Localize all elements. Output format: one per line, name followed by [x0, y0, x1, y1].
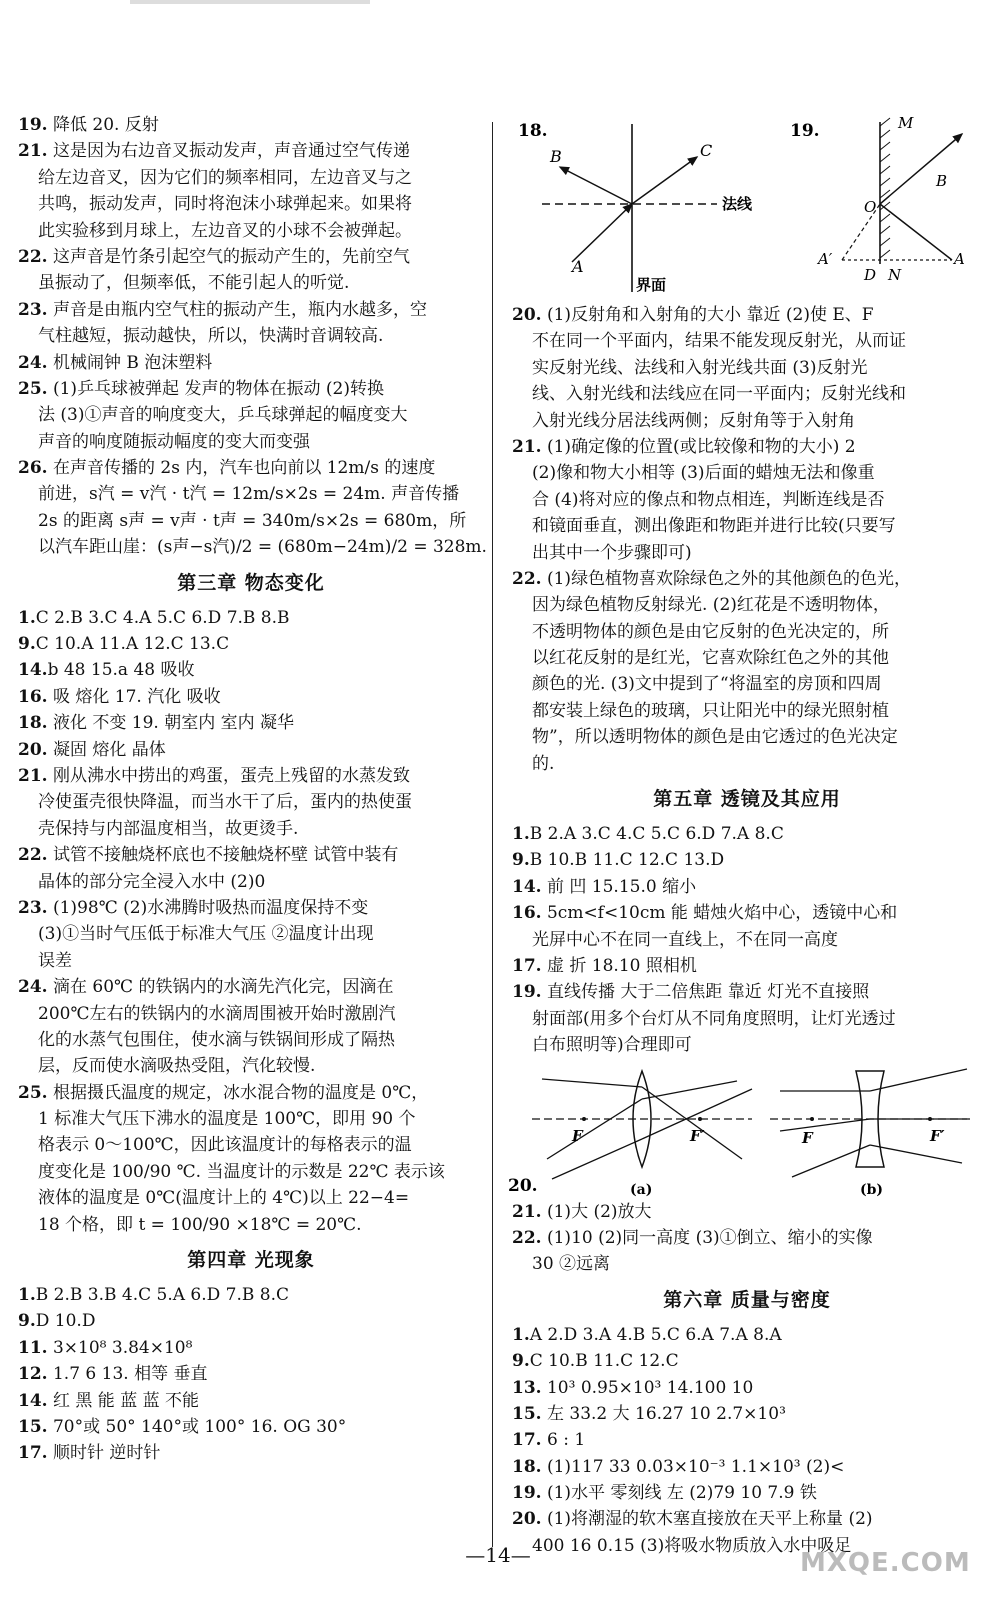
answer-line: 200℃左右的铁锅内的水滴周围被开始时激剧汽: [38, 1003, 396, 1024]
answer-line: 物”，所以透明物体的颜色是由它透过的色光决定: [532, 727, 898, 748]
question-number: 14.: [512, 876, 542, 897]
answer-text: B 2.A 3.C 4.C 5.C 6.D 7.A 8.C: [529, 824, 784, 845]
answer-line: [18, 1414, 484, 1440]
answer-text: 声音是由瓶内空气柱的振动产生，瓶内水越多，空: [47, 299, 427, 320]
question-number: 14.: [18, 1390, 48, 1411]
answer-line: [18, 376, 484, 402]
label-b2: B: [936, 172, 948, 190]
answer-line: 1 标准大气压下沸水的温度是 100℃，即用 90 个: [38, 1109, 416, 1130]
label-b-fig: (b): [860, 1181, 884, 1198]
answer-text: (1)绿色植物喜欢除绿色之外的其他颜色的色光，: [541, 568, 912, 589]
answer-line: 以汽车距山崖：(s声−s汽)/2 = (680m−24m)/2 = 328m.: [38, 537, 487, 558]
answer-text: B 2.B 3.B 4.C 5.A 6.D 7.B 8.C: [35, 1285, 290, 1306]
question-number: 25.: [18, 378, 48, 399]
answer-text: 10³ 0.95×10³ 14.100 10: [541, 1377, 754, 1398]
question-number: 19.: [512, 982, 542, 1003]
answer-line: [18, 1388, 484, 1414]
answer-line: [18, 763, 484, 789]
answer-line: 出其中一个步骤即可): [532, 542, 692, 563]
answer-text: 顺时针 逆时针: [47, 1443, 161, 1464]
question-number: 20.: [512, 305, 542, 325]
label-a2: A: [954, 250, 965, 268]
answer-line: [512, 1506, 982, 1532]
answer-line: [18, 737, 484, 763]
answer-line: 冷使蛋壳很快降温，而当水干了后，蛋内的热使蛋: [38, 792, 412, 813]
label-f-a: F: [572, 1126, 583, 1145]
figure-lenses: [508, 1059, 982, 1199]
answer-text: 机械闹钟 B 泡沫塑料: [47, 352, 213, 373]
answer-line: [18, 1440, 484, 1466]
answer-line: 不在同一个平面内，结果不能发现反射光，从而证: [532, 331, 906, 352]
answer-line: 虽振动了，但频率低，不能引起人的听觉.: [38, 273, 350, 294]
right-column: [508, 112, 982, 1559]
answer-text: 这是因为右边音叉振动发声，声音通过空气传递: [47, 141, 410, 162]
answer-line: 2s 的距离 s声 = v声 · t声 = 340m/s×2s = 680m，所: [38, 510, 467, 531]
answer-text: 6 : 1: [541, 1430, 586, 1451]
answer-line: 实反射光线、法线和入射光线共面 (3)反射光: [532, 357, 868, 378]
left-column: [18, 112, 487, 1467]
chapter-heading: 第三章 物态变化: [177, 571, 325, 594]
question-number: 1.: [18, 607, 36, 628]
label-m: M: [898, 114, 914, 132]
answer-line: [512, 302, 982, 328]
answer-line: 白布照明等)合理即可: [532, 1035, 692, 1056]
incident-ray: [880, 204, 952, 260]
answer-text: b 48 15.a 48 吸收: [47, 660, 195, 681]
answer-line: 晶体的部分完全浸入水中 (2)0: [38, 871, 266, 892]
answer-line: [18, 350, 484, 376]
answer-text: 在声音传播的 2s 内，汽车也向前以 12m/s 的速度: [47, 458, 436, 479]
chapter-heading: 第五章 透镜及其应用: [653, 788, 841, 811]
answer-text: 直线传播 大于二倍焦距 靠近 灯光不直接照: [541, 982, 870, 1003]
answer-text: 红 黑 能 蓝 蓝 不能: [47, 1390, 200, 1411]
question-number: 22.: [18, 246, 48, 267]
question-number: 23.: [18, 299, 48, 320]
answer-line: [512, 1401, 982, 1427]
answer-line: [18, 710, 484, 736]
page-number: —14—: [465, 1543, 531, 1567]
reflected-ray: [880, 134, 962, 204]
answer-line: 前进，s汽 = v汽 · t汽 = 12m/s×2s = 24m. 声音传播: [38, 484, 460, 505]
answer-line: [18, 244, 484, 270]
answer-line: [18, 842, 484, 868]
ray-b: [560, 167, 632, 204]
answer-text: (1)98℃ (2)水沸腾时吸热而温度保持不变: [47, 897, 369, 918]
answer-text: D 10.D: [35, 1311, 96, 1332]
answer-text: 根据摄氏温度的规定，冰水混合物的温度是 0℃，: [47, 1082, 429, 1103]
answer-line: [18, 138, 484, 164]
question-number: 23.: [18, 897, 48, 918]
question-number: 21.: [18, 765, 48, 786]
watermark: MXQE.COM: [800, 1548, 971, 1578]
label-b: B: [550, 147, 562, 166]
label-fprime-b: F′: [930, 1126, 945, 1145]
answer-line: 给左边音叉，因为它们的频率相同，左边音叉与之: [38, 167, 412, 188]
q19-label: 19.: [790, 121, 820, 141]
question-number: 21.: [512, 436, 542, 457]
answer-line: [18, 605, 484, 631]
label-normal: 法线: [722, 195, 753, 213]
label-o: O: [864, 198, 877, 216]
answer-line: 此实验移到月球上，左边音叉的小球不会被弹起。: [38, 220, 412, 241]
answer-line: [512, 821, 982, 847]
question-number: 19.: [512, 1483, 542, 1504]
answer-line: 共鸣，振动发声，同时将泡沫小球弹起来。如果将: [38, 194, 412, 215]
answer-text: 降低 20. 反射: [47, 115, 159, 135]
question-number: 9.: [18, 1311, 36, 1332]
question-number: 15.: [512, 1403, 542, 1424]
question-number: 16.: [18, 686, 48, 707]
answer-text: (1)10 (2)同一高度 (3)①倒立、缩小的实像: [541, 1227, 873, 1248]
answer-text: 滴在 60℃ 的铁锅内的水滴先汽化完，因滴在: [47, 977, 394, 998]
question-number: 22.: [512, 568, 542, 589]
answer-line: 入射光线分居法线两侧；反射角等于入射角: [532, 410, 855, 431]
answer-text: 3×10⁸ 3.84×10⁸: [47, 1337, 193, 1358]
answer-line: 法 (3)①声音的响度变大，乒乓球弹起的幅度变大: [38, 405, 408, 426]
answer-line: 光屏中心不在同一直线上，不在同一高度: [532, 929, 838, 950]
question-number: 24.: [18, 352, 48, 373]
column-divider: [492, 122, 493, 1547]
question-number: 11.: [18, 1337, 48, 1358]
answer-text: A 2.D 3.A 4.B 5.C 6.A 7.A 8.A: [529, 1324, 782, 1345]
question-number: 21.: [512, 1201, 542, 1222]
answer-line: [512, 847, 982, 873]
answer-text: 5cm<f<10cm 能 蜡烛火焰中心，透镜中心和: [541, 903, 898, 924]
answer-line: [512, 1427, 982, 1453]
answer-line: [18, 455, 484, 481]
answer-text: (1)大 (2)放大: [541, 1201, 652, 1222]
answer-text: (1)确定像的位置(或比较像和物的大小) 2: [541, 436, 856, 457]
answer-line: [512, 874, 982, 900]
answer-line: 都安装上绿色的玻璃，只让阳光中的绿光照射植: [532, 700, 889, 721]
answer-line: 18 个格，即 t = 100/90 ×18℃ = 20℃.: [38, 1214, 362, 1235]
chapter-heading: 第六章 质量与密度: [663, 1288, 831, 1311]
question-number: 14.: [18, 660, 48, 681]
answer-text: 凝固 熔化 晶体: [47, 739, 166, 760]
label-interface: 界面: [636, 276, 667, 294]
question-number: 20.: [512, 1509, 542, 1530]
answer-line: [512, 1480, 982, 1506]
answer-line: [18, 112, 484, 138]
question-number: 1.: [512, 824, 530, 845]
ray-a: [572, 204, 632, 262]
label-d: D: [864, 266, 877, 284]
answer-text: B 10.B 11.C 12.C 13.D: [529, 850, 725, 871]
answer-line: 壳保持与内部温度相当，故更烫手.: [38, 818, 299, 839]
question-number: 15.: [18, 1416, 48, 1437]
question-number: 26.: [18, 458, 48, 479]
question-number: 9.: [512, 850, 530, 871]
answer-line: [512, 1375, 982, 1401]
answer-line: [512, 979, 982, 1005]
answer-text: 液化 不变 19. 朝室内 室内 凝华: [47, 713, 295, 734]
answer-line: [18, 657, 484, 683]
answer-text: C 2.B 3.C 4.A 5.C 6.D 7.B 8.B: [35, 607, 290, 628]
answer-line: [18, 1335, 484, 1361]
answer-text: (1)水平 零刻线 左 (2)79 10 7.9 铁: [541, 1483, 817, 1504]
answer-text: 虚 折 18.10 照相机: [541, 955, 697, 976]
answer-line: [512, 1322, 982, 1348]
answer-line: (2)像和物大小相等 (3)后面的蜡烛无法和像重: [532, 463, 875, 484]
answer-line: 气柱越短，振动越快，所以，快满时音调较高.: [38, 326, 384, 347]
lens-diagrams: [508, 1059, 982, 1199]
top-edge: [130, 0, 370, 4]
question-number: 20.: [18, 739, 48, 760]
answer-line: 和镜面垂直，测出像距和物距并进行比较(只要写: [532, 516, 896, 537]
label-a-prime: A′: [818, 250, 833, 268]
question-number: 1.: [512, 1324, 530, 1345]
question-number: 19.: [18, 115, 48, 135]
answer-line: 度变化是 100/90 ℃. 当温度计的示数是 22℃ 表示该: [38, 1161, 445, 1182]
answer-text: 这声音是竹条引起空气的振动产生的，先前空气: [47, 246, 410, 267]
answer-line: [18, 1308, 484, 1334]
answer-text: 左 33.2 大 16.27 10 2.7×10³: [541, 1403, 786, 1424]
answer-line: [512, 566, 982, 592]
question-number: 21.: [18, 141, 48, 162]
answer-text: 70°或 50° 140°或 100° 16. OG 30°: [47, 1416, 347, 1437]
answer-line: [18, 1361, 484, 1387]
question-number: 17.: [18, 1443, 48, 1464]
answer-line: 格表示 0～100℃，因此该温度计的每格表示的温: [38, 1135, 412, 1156]
answer-line: 以红花反射的是红光，它喜欢除红色之外的其他: [532, 648, 889, 669]
answer-line: 颜色的光. (3)文中提到了“将温室的房顶和四周: [532, 674, 882, 695]
label-n: N: [888, 266, 902, 284]
question-number: 17.: [512, 1430, 542, 1451]
answer-text: 刚从沸水中捞出的鸡蛋，蛋壳上残留的水蒸发致: [47, 765, 410, 786]
question-number: 24.: [18, 977, 48, 998]
answer-line: [512, 953, 982, 979]
answer-line: 的.: [532, 753, 555, 774]
question-number: 13.: [512, 1377, 542, 1398]
answer-text: 吸 熔化 17. 汽化 吸收: [47, 686, 221, 707]
question-number: 18.: [512, 1456, 542, 1477]
answer-line: [18, 684, 484, 710]
question-number: 12.: [18, 1364, 48, 1385]
answer-line: [18, 297, 484, 323]
answer-line: 误差: [38, 950, 72, 971]
label-a: A: [572, 257, 584, 276]
answer-text: 1.7 6 13. 相等 垂直: [47, 1364, 208, 1385]
label-a-fig: (a): [630, 1181, 653, 1198]
label-f-b: F: [802, 1128, 813, 1147]
label-fprime-a: F′: [690, 1126, 705, 1145]
answer-line: 层，反而使水滴吸热受阻，汽化较慢.: [38, 1056, 316, 1077]
answer-text: (1)117 33 0.03×10⁻³ 1.1×10³ (2)<: [541, 1456, 845, 1477]
question-number: 17.: [512, 955, 542, 976]
answer-text: C 10.A 11.A 12.C 13.C: [35, 634, 230, 655]
answer-line: [18, 895, 484, 921]
answer-text: 试管不接触烧杯底也不接触烧杯壁 试管中装有: [47, 845, 399, 866]
reflection-diagrams: [512, 112, 982, 302]
answer-text: C 10.B 11.C 12.C: [529, 1351, 679, 1372]
answer-line: [18, 974, 484, 1000]
ray-c: [632, 157, 697, 204]
answer-line: 液体的温度是 0℃(温度计上的 4℃)以上 22−4=: [38, 1188, 410, 1209]
answer-line: (3)①当时气压低于标准大气压 ②温度计出现: [38, 924, 374, 945]
answer-line: [512, 434, 982, 460]
answer-line: [512, 1225, 982, 1251]
answer-line: 化的水蒸气包围住，使水滴与铁锅间形成了隔热: [38, 1029, 395, 1050]
answer-line: [18, 1080, 484, 1106]
label-c: C: [700, 141, 713, 160]
answer-line: 30 ②远离: [532, 1254, 611, 1275]
mirror-hatching: [880, 118, 890, 258]
answer-line: 声音的响度随振动幅度的变大而变强: [38, 431, 310, 452]
question-number: 16.: [512, 903, 542, 924]
question-number: 1.: [18, 1285, 36, 1306]
answer-text: (1)将潮湿的软木塞直接放在天平上称量 (2): [541, 1509, 873, 1530]
figure-q18-q19: [512, 112, 982, 302]
q18-label: 18.: [518, 121, 548, 141]
answer-text: (1)反射角和入射角的大小 靠近 (2)使 E、F: [541, 305, 874, 325]
answer-line: [512, 1199, 982, 1225]
chapter-heading: 第四章 光现象: [187, 1249, 315, 1272]
question-number: 9.: [18, 634, 36, 655]
answer-text: (1)乒乓球被弹起 发声的物体在振动 (2)转换: [47, 378, 384, 399]
answer-line: [512, 1454, 982, 1480]
answer-line: 因为绿色植物反射绿光. (2)红花是不透明物体，: [532, 595, 890, 616]
answer-line: [512, 900, 982, 926]
answer-line: 线、入射光线和法线应在同一平面内；反射光线和: [532, 384, 906, 405]
answer-line: 不透明物体的颜色是由它反射的色光决定的，所: [532, 621, 889, 642]
question-number: 25.: [18, 1082, 48, 1103]
answer-line: 400 16 0.15 (3)将吸水物质放入水中吸足: [532, 1535, 852, 1556]
answer-line: [18, 631, 484, 657]
answer-text: 前 凹 15.15.0 缩小: [541, 876, 697, 897]
answer-line: 射面部(用多个台灯从不同角度照明，让灯光透过: [532, 1008, 896, 1029]
answer-line: [18, 1282, 484, 1308]
answer-line: 合 (4)将对应的像点和物点相连，判断连线是否: [532, 489, 885, 510]
question-number: 9.: [512, 1351, 530, 1372]
question-number: 22.: [512, 1227, 542, 1248]
question-number: 18.: [18, 713, 48, 734]
question-number: 22.: [18, 845, 48, 866]
answer-line: [512, 1348, 982, 1374]
q20-label: 20.: [508, 1175, 538, 1196]
